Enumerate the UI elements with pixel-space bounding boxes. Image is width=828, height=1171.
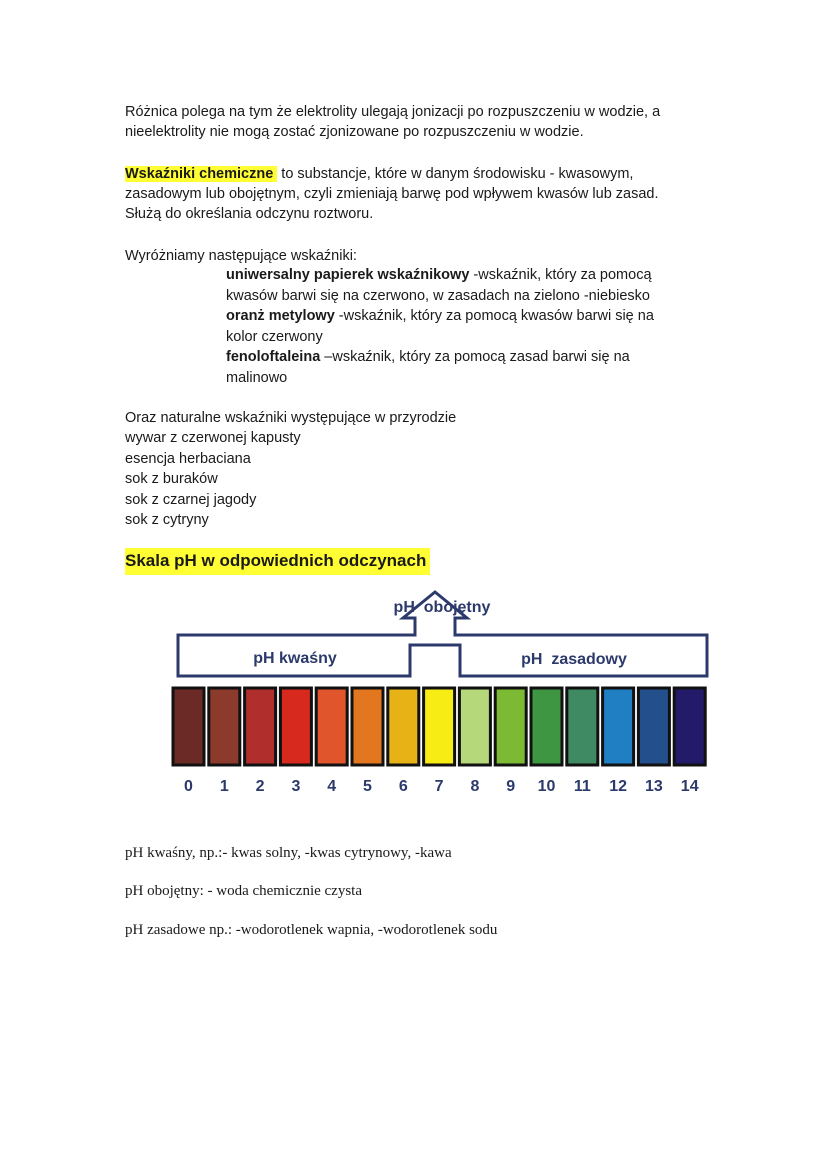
ph-value-label: 4	[327, 778, 337, 795]
list-item: esencja herbaciana	[125, 450, 251, 467]
ph-value-label: 2	[255, 778, 265, 795]
scale-heading: Skala pH w odpowiednich odczynach	[125, 548, 430, 575]
ph-strip-3	[280, 688, 311, 765]
indicators-definition	[125, 164, 659, 224]
ph-strip-6	[388, 688, 419, 765]
example-neutral: pH obojętny: - woda chemicznie czysta	[125, 883, 362, 899]
ph-value-label: 1	[219, 778, 229, 795]
ph-value-label: 0	[184, 778, 193, 795]
definition-line-2: zasadowym lub obojętnym, czyli zmieniają barwę pod wpływem kwasów lub zasad.	[125, 186, 659, 202]
ph-value-label: 6	[398, 778, 408, 795]
ph-value-label: 8	[470, 778, 480, 795]
indicator-name: fenoloftaleina	[226, 349, 321, 365]
highlighted-term: Wskaźniki chemiczne	[125, 166, 277, 182]
ph-strip-5	[352, 688, 383, 765]
indicator-desc: –wskaźnik, który za pomocą zasad barwi się na	[320, 349, 630, 365]
indicator-item	[226, 265, 696, 286]
list-item: wywar z czerwonej kapusty	[125, 430, 301, 447]
ph-value-label: 7	[434, 778, 444, 795]
ph-strip-4	[316, 688, 347, 765]
ph-acid-label: pH kwaśny	[253, 650, 337, 667]
list-item: sok z cytryny	[125, 512, 209, 529]
indicators-intro: Wyróżniamy następujące wskaźniki:	[125, 248, 357, 264]
ph-strip-11	[567, 688, 598, 765]
indicator-name: oranż metylowy	[226, 308, 335, 324]
ph-color-strips	[173, 688, 705, 765]
example-acid: pH kwaśny, np.:- kwas solny, -kwas cytrynowy, -kawa	[125, 845, 452, 861]
ph-scale-diagram	[170, 588, 715, 803]
ph-value-label: 9	[506, 778, 516, 795]
definition-line-1: to substancje, które w danym środowisku - kwasowym,	[277, 166, 634, 182]
list-item: sok z czarnej jagody	[125, 491, 257, 508]
ph-value-label: 5	[363, 778, 372, 795]
ph-strip-2	[245, 688, 276, 765]
ph-strip-14	[674, 688, 705, 765]
ph-value-label: 3	[291, 778, 301, 795]
example-base: pH zasadowe np.: -wodorotlenek wapnia, -wodorotlenek sodu	[125, 922, 498, 938]
ph-strip-8	[459, 688, 490, 765]
indicator-name: uniwersalny papierek wskaźnikowy	[226, 267, 470, 283]
indicator-item	[226, 306, 696, 327]
indicator-desc-cont: malinowo	[226, 369, 288, 386]
ph-value-label: 10	[537, 778, 556, 795]
ph-strip-10	[531, 688, 562, 765]
natural-indicators-list	[125, 408, 456, 530]
ph-neutral-label: pH obojętny	[393, 599, 491, 616]
indicators-list	[226, 265, 696, 388]
intro-line-2: nieelektrolity nie mogą zostać zjonizowane po rozpuszczeniu w wodzie.	[125, 124, 584, 140]
definition-line-3: Służą do określania odczynu roztworu.	[125, 206, 374, 222]
indicator-desc: -wskaźnik, który za pomocą	[469, 267, 652, 283]
ph-value-labels	[184, 778, 699, 795]
ph-strip-7	[424, 688, 455, 765]
indicator-desc-cont: kwasów barwi się na czerwono, w zasadach na zielono -niebiesko	[226, 287, 650, 304]
ph-value-label: 13	[645, 778, 663, 795]
ph-strip-1	[209, 688, 240, 765]
indicator-item	[226, 347, 696, 368]
indicator-desc: -wskaźnik, który za pomocą kwasów barwi się na	[334, 308, 654, 324]
intro-line-1: Różnica polega na tym że elektrolity ulegają jonizacji po rozpuszczeniu w wodzie, a	[125, 104, 661, 120]
ph-value-label: 11	[573, 778, 591, 795]
ph-strip-0	[173, 688, 204, 765]
ph-strip-13	[638, 688, 669, 765]
ph-value-label: 12	[609, 778, 627, 795]
intro-paragraph	[125, 102, 660, 142]
ph-base-label: pH zasadowy	[521, 651, 627, 668]
ph-value-label: 14	[680, 778, 699, 795]
list-item: sok z buraków	[125, 471, 218, 488]
ph-strip-12	[603, 688, 634, 765]
natural-intro: Oraz naturalne wskaźniki występujące w przyrodzie	[125, 410, 457, 426]
indicator-desc-cont: kolor czerwony	[226, 328, 323, 345]
ph-strip-9	[495, 688, 526, 765]
